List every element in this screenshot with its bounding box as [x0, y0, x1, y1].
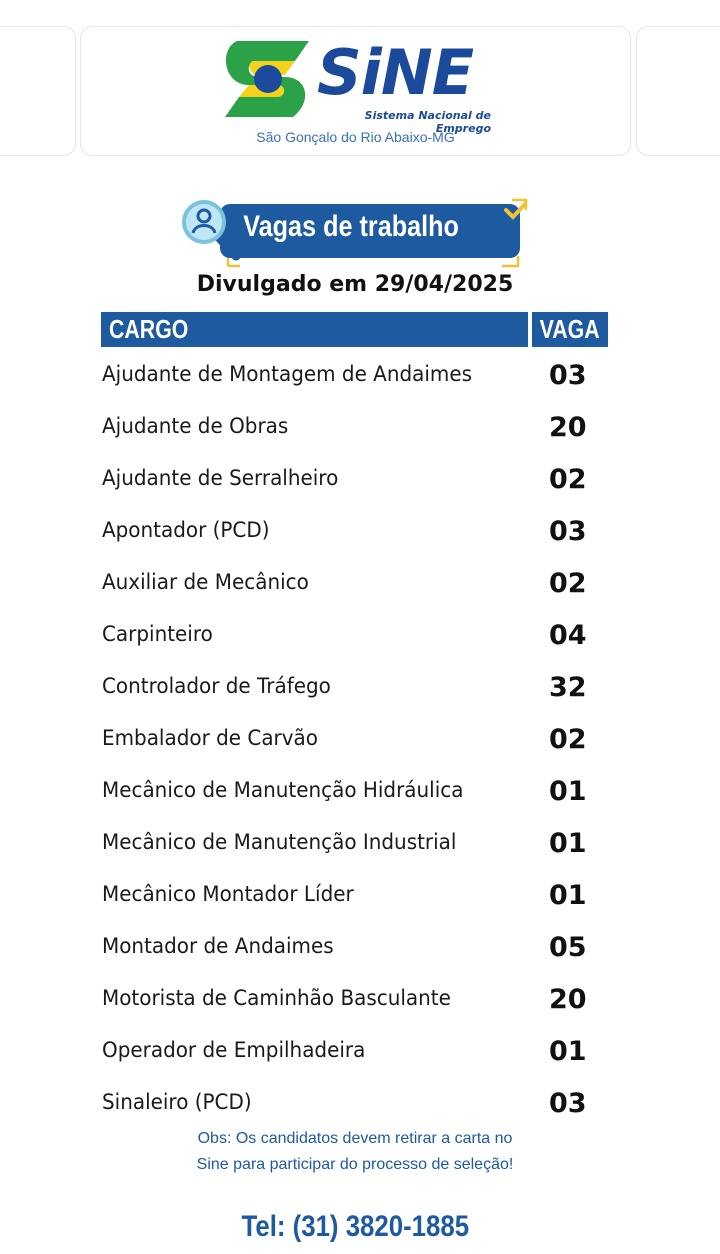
- job-openings: 03: [549, 1088, 587, 1119]
- job-openings: 02: [549, 724, 587, 755]
- job-title: Embalador de Carvão: [102, 726, 318, 750]
- table-row: [0, 663, 720, 715]
- table-row: [0, 559, 720, 611]
- job-openings: 03: [549, 360, 587, 391]
- job-openings: 02: [549, 568, 587, 599]
- job-openings: 01: [549, 776, 587, 807]
- header-card-right: [636, 26, 720, 156]
- sine-logo-wordmark: SiNE: [317, 36, 474, 109]
- sine-logo-icon: [223, 39, 313, 119]
- job-title: Carpinteiro: [102, 622, 213, 646]
- table-row: [0, 455, 720, 507]
- job-openings: 01: [549, 828, 587, 859]
- header-card-left: [0, 26, 76, 156]
- sine-logo-card: [80, 26, 631, 156]
- telephone-number: Tel: (31) 3820-1885: [241, 1210, 469, 1243]
- observation-line-1: Obs: Os candidatos devem retirar a carta no: [197, 1130, 513, 1147]
- job-openings: 01: [549, 880, 587, 911]
- sine-logo-subtitle: Sistema Nacional de Emprego: [364, 109, 491, 135]
- job-openings: 02: [549, 464, 587, 495]
- header-cargo-label: CARGO: [109, 314, 189, 344]
- table-header-vaga: [532, 312, 608, 347]
- table-row: [0, 819, 720, 871]
- job-openings: 01: [549, 1036, 587, 1067]
- sine-logo-city: São Gonçalo do Rio Abaixo-MG: [256, 129, 455, 145]
- job-title: Apontador (PCD): [102, 518, 270, 542]
- job-openings: 32: [549, 672, 587, 703]
- banner-title: Vagas de trabalho: [243, 210, 459, 243]
- job-openings: 03: [549, 516, 587, 547]
- job-title: Ajudante de Serralheiro: [102, 466, 339, 490]
- job-openings: 04: [549, 620, 587, 651]
- table-row: [0, 975, 720, 1027]
- job-title: Mecânico de Manutenção Industrial: [102, 830, 457, 854]
- job-openings: 20: [549, 412, 587, 443]
- job-title: Montador de Andaimes: [102, 934, 334, 958]
- published-date: Divulgado em 29/04/2025: [196, 272, 514, 297]
- table-row: [0, 715, 720, 767]
- table-header-cargo: [101, 312, 528, 347]
- table-row: [0, 611, 720, 663]
- table-row: [0, 767, 720, 819]
- job-title: Ajudante de Montagem de Andaimes: [102, 362, 473, 386]
- job-openings: 20: [549, 984, 587, 1015]
- vagas-banner: [180, 196, 530, 272]
- table-row: [0, 1079, 720, 1131]
- observation-note: [0, 1126, 710, 1178]
- job-title: Ajudante de Obras: [102, 414, 289, 438]
- table-row: [0, 923, 720, 975]
- job-openings: 05: [549, 932, 587, 963]
- table-row: [0, 403, 720, 455]
- job-title: Mecânico Montador Líder: [102, 882, 354, 906]
- table-row: [0, 507, 720, 559]
- table-row: [0, 351, 720, 403]
- job-title: Auxiliar de Mecânico: [102, 570, 309, 594]
- job-title: Sinaleiro (PCD): [102, 1090, 252, 1114]
- table-row: [0, 1027, 720, 1079]
- job-title: Operador de Empilhadeira: [102, 1038, 366, 1062]
- observation-line-2: Sine para participar do processo de seleção!: [196, 1156, 514, 1173]
- job-title: Mecânico de Manutenção Hidráulica: [102, 778, 464, 802]
- job-title: Motorista de Caminhão Basculante: [102, 986, 451, 1010]
- telephone: [0, 1210, 710, 1244]
- table-row: [0, 871, 720, 923]
- job-title: Controlador de Tráfego: [102, 674, 331, 698]
- header-vaga-label: VAGA: [539, 314, 601, 344]
- job-table: [0, 351, 720, 1131]
